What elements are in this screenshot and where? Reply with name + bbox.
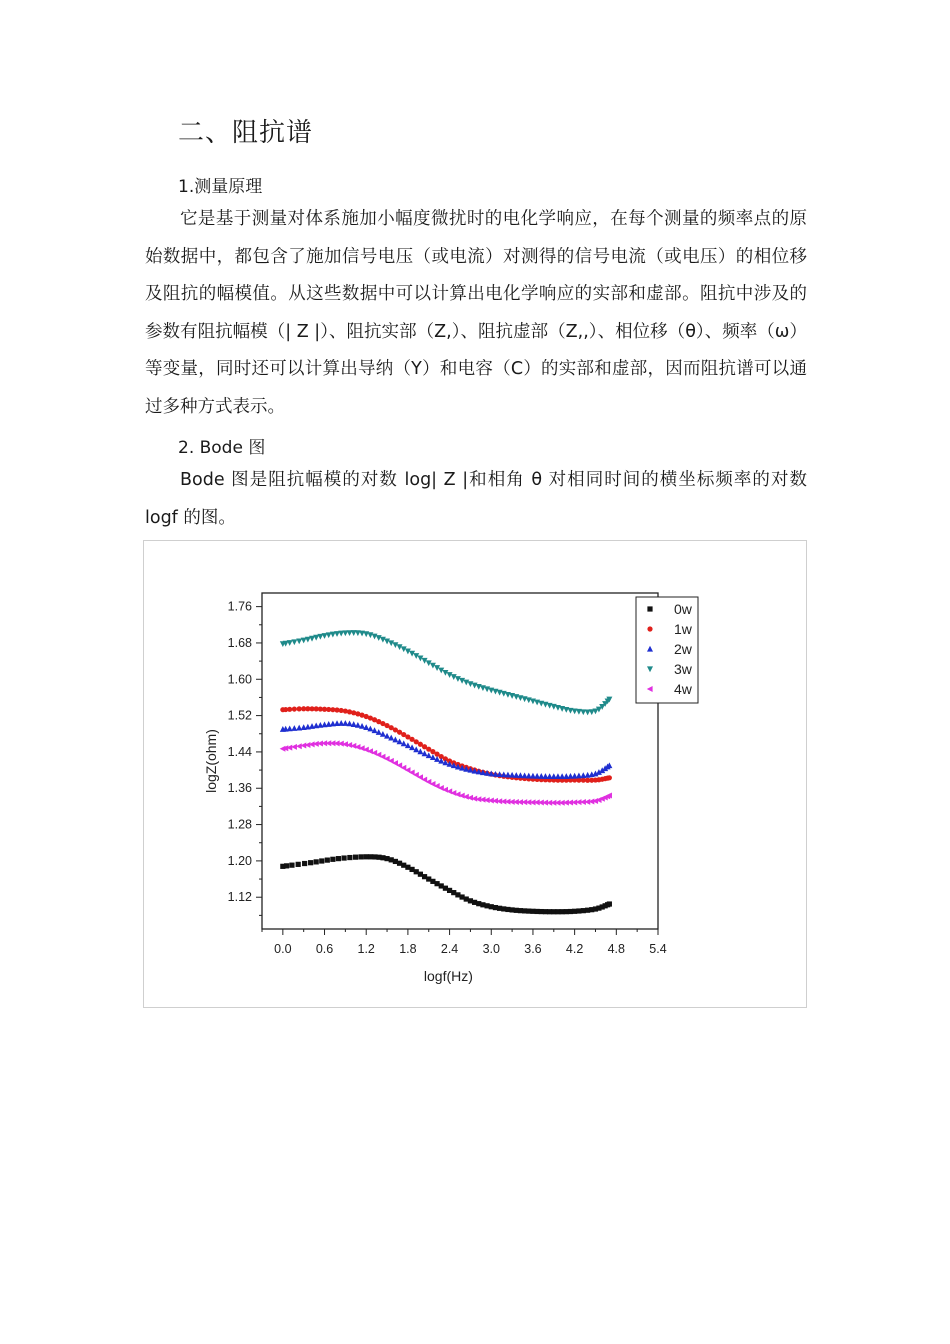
data-point-0w <box>347 855 352 860</box>
subsection-measurement-principle: 1.测量原理 <box>178 177 263 197</box>
y-tick-label: 1.68 <box>227 635 252 650</box>
y-tick-label: 1.12 <box>227 890 252 905</box>
data-point-3w <box>509 693 515 699</box>
paragraph-bode: Bode 图是阻抗幅模的对数 log| Z |和相角 θ 对相同时间的横坐标频率的对数 logf 的图。 <box>145 470 807 528</box>
data-point-3w <box>501 691 507 697</box>
data-point-0w <box>302 861 307 866</box>
x-tick-label: 1.2 <box>357 942 375 956</box>
data-point-3w <box>522 696 528 702</box>
legend-marker-1w <box>647 626 652 631</box>
data-point-0w <box>336 856 341 861</box>
y-axis-label: logZ(ohm) <box>203 729 219 793</box>
data-point-3w <box>555 705 561 711</box>
x-tick-label: 5.4 <box>649 942 667 956</box>
data-point-0w <box>364 854 369 859</box>
x-tick-label: 4.8 <box>607 942 626 956</box>
legend-label-2w: 2w <box>674 641 692 657</box>
paragraph-principle: 它是基于测量对体系施加小幅度微扰时的电化学响应，在每个测量的频率点的原始数据中，都包含了施加信号电压（或电流）对测得的信号电流（或电压）的相位移及阻抗的幅模值。从这些数据中可以计算出电化学响应的实部和虚部。阻抗中涉及的参数有阻抗幅模（| Z |）、阻抗实部（Z,）、阻抗虚部（Z,,）、相位移（θ）、频率（ω）等变量，同时还可以计算出导纳（Y）和电容（C）的实部和虚部，因而阻抗谱可以通过多种方式表示。 <box>145 209 807 417</box>
y-tick-label: 1.36 <box>227 781 252 796</box>
data-point-0w <box>314 859 319 864</box>
x-tick-label: 1.8 <box>399 942 417 956</box>
data-point-3w <box>497 690 503 696</box>
data-point-3w <box>291 639 297 645</box>
legend-label-1w: 1w <box>674 621 692 637</box>
data-point-3w <box>287 640 293 646</box>
x-tick-label: 3.0 <box>482 942 500 956</box>
data-point-0w <box>325 858 330 863</box>
data-point-0w <box>341 855 346 860</box>
y-tick-label: 1.28 <box>227 817 252 832</box>
data-point-3w <box>492 689 498 695</box>
section-title: 二、阻抗谱 <box>178 118 314 148</box>
data-point-1w <box>297 706 302 711</box>
data-point-0w <box>308 860 313 865</box>
x-tick-label: 0.0 <box>274 942 292 956</box>
y-tick-label: 1.20 <box>227 853 252 868</box>
data-point-3w <box>363 631 369 637</box>
x-axis-label: logf(Hz) <box>423 968 473 984</box>
legend-label-4w: 4w <box>674 681 692 697</box>
data-point-0w <box>289 863 294 868</box>
data-point-3w <box>505 692 511 698</box>
data-point-1w <box>607 775 612 780</box>
data-point-0w <box>607 901 612 906</box>
data-point-3w <box>542 702 548 708</box>
data-point-3w <box>513 694 519 700</box>
data-point-3w <box>517 695 523 701</box>
y-tick-label: 1.52 <box>227 708 252 723</box>
data-point-0w <box>353 855 358 860</box>
plot-frame <box>262 593 658 929</box>
data-point-0w <box>284 863 289 868</box>
data-point-3w <box>296 638 302 644</box>
data-point-2w <box>359 723 365 729</box>
data-point-0w <box>330 857 335 862</box>
legend-marker-0w <box>647 606 652 611</box>
data-point-0w <box>319 858 324 863</box>
data-point-3w <box>547 703 553 709</box>
data-point-3w <box>526 697 532 703</box>
y-tick-label: 1.60 <box>227 672 252 687</box>
data-point-3w <box>309 636 315 642</box>
data-point-3w <box>305 637 311 643</box>
data-point-2w <box>355 722 361 728</box>
data-point-0w <box>296 862 301 867</box>
x-tick-label: 4.2 <box>565 942 584 956</box>
legend-label-0w: 0w <box>674 601 692 617</box>
x-tick-label: 0.6 <box>315 942 334 956</box>
y-tick-label: 1.44 <box>227 744 252 759</box>
y-tick-label: 1.76 <box>227 599 252 614</box>
data-point-1w <box>287 707 292 712</box>
data-point-1w <box>292 706 297 711</box>
x-tick-label: 2.4 <box>440 942 459 956</box>
bode-chart <box>144 541 806 1007</box>
data-point-3w <box>559 706 565 712</box>
legend-label-3w: 3w <box>674 661 692 677</box>
subsection-bode: 2. Bode 图 <box>178 438 266 458</box>
data-point-0w <box>358 854 363 859</box>
bode-figure <box>143 540 807 1008</box>
data-point-3w <box>551 704 557 710</box>
x-tick-label: 3.6 <box>524 942 542 956</box>
